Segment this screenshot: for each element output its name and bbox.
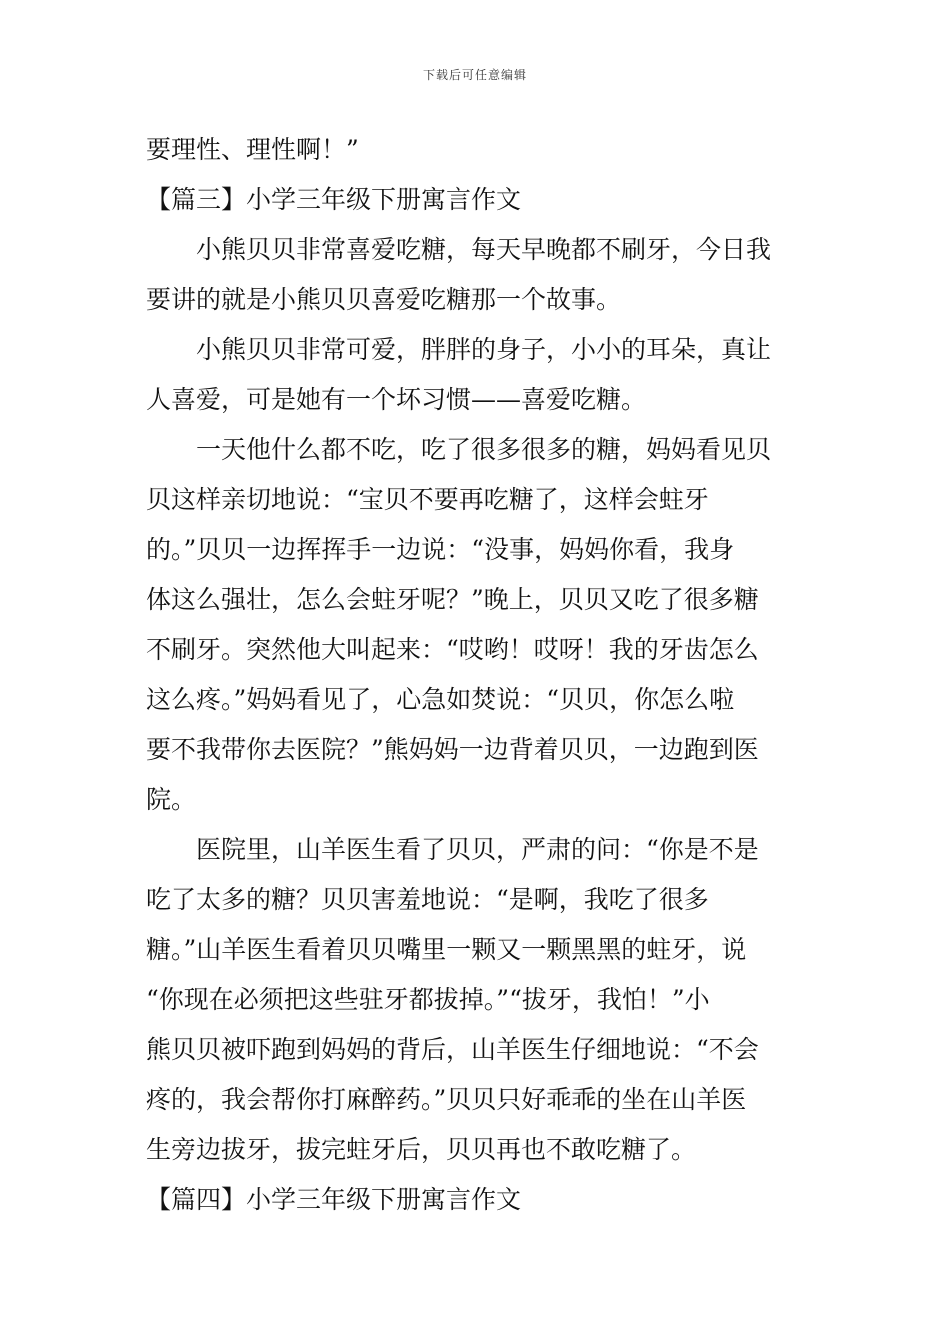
text-line-8: 贝这样亲切地说：“宝贝不要再吃糖了，这样会蛀牙: [146, 485, 709, 514]
text-line-5: 小熊贝贝非常可爱，胖胖的身子，小小的耳朵，真让: [196, 335, 772, 364]
section-heading-3: 【篇三】小学三年级下册寓言作文: [146, 185, 522, 214]
text-line-13: 要不我带你去医院？”熊妈妈一边背着贝贝，一边跑到医: [146, 735, 759, 764]
text-line-14: 院。: [146, 785, 197, 814]
text-line-6: 人喜爱，可是她有一个坏习惯——喜爱吃糖。: [146, 385, 647, 414]
text-line-20: 疼的，我会帮你打麻醉药。”贝贝只好乖乖的坐在山羊医: [146, 1085, 747, 1114]
text-line-3: 小熊贝贝非常喜爱吃糖，每天早晚都不刷牙，今日我: [196, 235, 772, 264]
page-header-note: 下载后可任意编辑: [422, 68, 527, 82]
text-line-15: 医院里，山羊医生看了贝贝，严肃的问：“你是不是: [196, 835, 759, 864]
section-heading-4: 【篇四】小学三年级下册寓言作文: [146, 1185, 522, 1214]
text-line-18: “你现在必须把这些驻牙都拔掉。”“拔牙，我怕！”小: [146, 985, 710, 1014]
text-line-1: 要理性、理性啊！”: [146, 135, 359, 164]
text-line-17: 糖。”山羊医生看着贝贝嘴里一颗又一颗黑黑的蛀牙，说: [146, 935, 747, 964]
text-line-4: 要讲的就是小熊贝贝喜爱吃糖那一个故事。: [146, 285, 622, 314]
text-line-9: 的。”贝贝一边挥挥手一边说：“没事，妈妈你看，我身: [146, 535, 735, 564]
document-body: [146, 125, 806, 1225]
text-line-12: 这么疼。”妈妈看见了，心急如焚说：“贝贝，你怎么啦: [146, 685, 735, 714]
text-line-11: 不刷牙。突然他大叫起来：“哎哟！哎呀！我的牙齿怎么: [146, 635, 759, 664]
text-line-10: 体这么强壮，怎么会蛀牙呢？”晚上，贝贝又吃了很多糖: [146, 585, 759, 614]
text-line-21: 生旁边拔牙，拔完蛀牙后，贝贝再也不敢吃糖了。: [146, 1135, 697, 1164]
text-line-19: 熊贝贝被吓跑到妈妈的背后，山羊医生仔细地说：“不会: [146, 1035, 759, 1064]
text-line-16: 吃了太多的糖？贝贝害羞地说：“是啊，我吃了很多: [146, 885, 709, 914]
text-line-7: 一天他什么都不吃，吃了很多很多的糖，妈妈看见贝: [196, 435, 772, 464]
